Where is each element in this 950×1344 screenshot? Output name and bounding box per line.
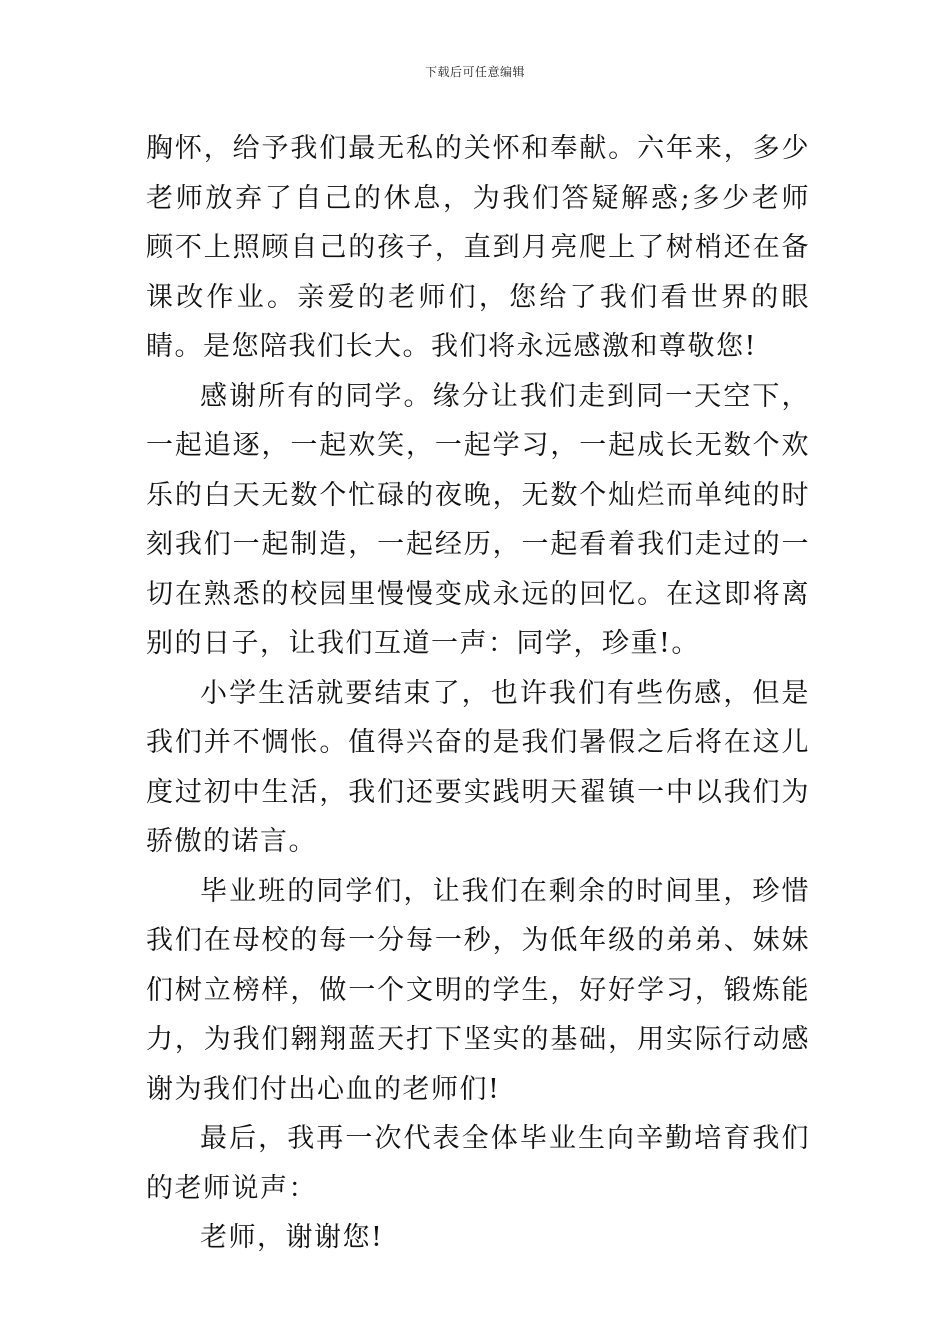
paragraph-primary-school: 小学生活就要结束了，也许我们有些伤感，但是我们并不惆怅。值得兴奋的是我们暑假之后将在这儿度过初中生活，我们还要实践明天翟镇一中以我们为骄傲的诺言。 bbox=[146, 677, 810, 857]
paragraph-graduating-class: 毕业班的同学们，让我们在剩余的时间里，珍惜我们在母校的每一分每一秒，为低年级的弟弟、妹妹们树立榜样，做一个文明的学生，好好学习，锻炼能力，为我们翱翔蓝天打下坚实的基础，用实际行动感谢为我们付出心血的老师们! bbox=[146, 875, 810, 1105]
paragraph-teachers: 胸怀，给予我们最无私的关怀和奉献。六年来，多少老师放弃了自己的休息，为我们答疑解惑;多少老师顾不上照顾自己的孩子，直到月亮爬上了树梢还在备课改作业。亲爱的老师们，您给了我们看世界的眼睛。是您陪我们长大。我们将永远感激和尊敬您! bbox=[146, 133, 810, 362]
paragraph-finally: 最后，我再一次代表全体毕业生向辛勤培育我们的老师说声： bbox=[146, 1123, 810, 1204]
document-body bbox=[146, 124, 810, 1263]
paragraph-classmates: 感谢所有的同学。缘分让我们走到同一天空下，一起追逐，一起欢笑，一起学习，一起成长无数个欢乐的白天无数个忙碌的夜晚，无数个灿烂而单纯的时刻我们一起制造，一起经历，一起看着我们走过的一切在熟悉的校园里慢慢变成永远的回忆。在这即将离别的日子，让我们互道一声：同学，珍重!。 bbox=[146, 380, 810, 659]
page-header: 下载后可任意编辑 bbox=[424, 65, 525, 79]
paragraph-thank-you: 老师，谢谢您! bbox=[200, 1222, 384, 1253]
